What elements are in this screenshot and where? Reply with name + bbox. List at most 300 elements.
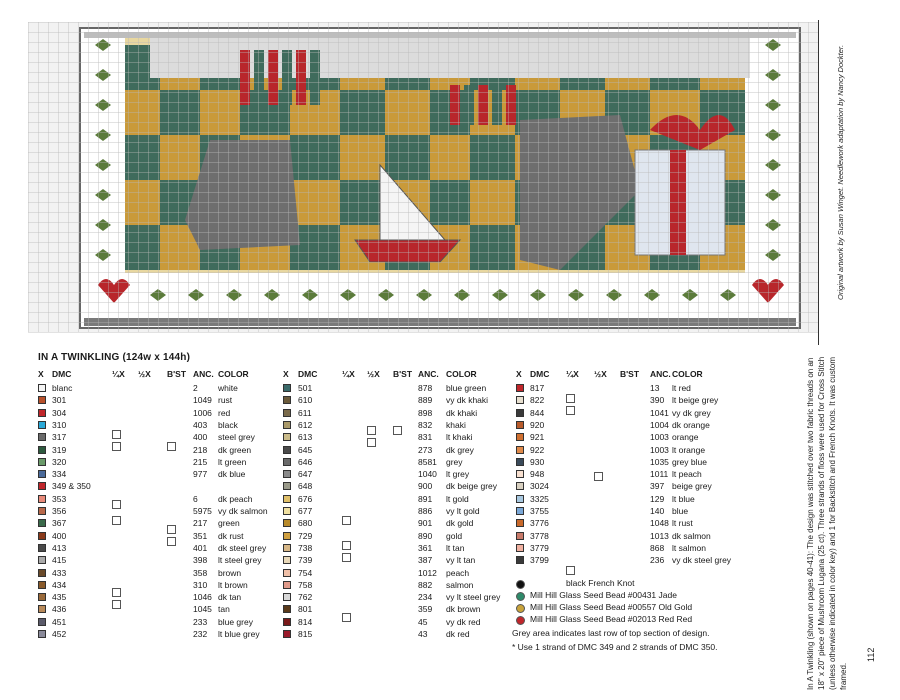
header-half: ½X <box>367 369 380 379</box>
color-name: tan <box>218 604 230 615</box>
header-x: X <box>283 369 289 379</box>
dmc-number: 801 <box>298 604 313 615</box>
color-name: vy dk red <box>446 616 481 627</box>
dmc-number: 3325 <box>530 493 549 504</box>
color-symbol <box>283 630 291 638</box>
anchor-number: 890 <box>418 530 433 541</box>
anchor-number: 1035 <box>650 456 669 467</box>
scarf-stripe <box>492 85 502 125</box>
color-symbol <box>516 421 524 429</box>
color-name: blue <box>672 506 689 516</box>
key-extra-note: Mill Hill Glass Seed Bead #00431 Jade <box>530 590 677 600</box>
anchor-number: 401 <box>193 542 208 553</box>
header-backstitch: B'ST <box>620 369 640 379</box>
scarf-stripe <box>478 85 488 125</box>
color-name: dk green <box>218 444 252 455</box>
header-anchor: ANC. <box>418 369 439 379</box>
header-x: X <box>516 369 522 379</box>
anchor-number: 1041 <box>650 407 669 418</box>
anchor-number: 1049 <box>193 395 212 406</box>
scarf-stripe <box>282 50 292 105</box>
anchor-number: 236 <box>650 555 665 566</box>
header-anchor: ANC. <box>650 369 671 379</box>
color-symbol <box>283 409 291 417</box>
color-name: vy lt tan <box>446 555 476 566</box>
anchor-number: 898 <box>418 407 433 418</box>
color-symbol <box>38 630 46 638</box>
stitch-marker <box>566 394 575 403</box>
stitch-marker <box>112 516 121 525</box>
color-symbol <box>516 519 524 527</box>
color-name: lt peach <box>672 469 702 480</box>
anchor-number: 129 <box>650 493 665 504</box>
quilt-square <box>385 135 430 180</box>
color-name: grey <box>446 456 463 467</box>
color-name: dk blue <box>218 469 246 480</box>
dmc-number: 645 <box>298 444 313 455</box>
color-name: lt steel grey <box>218 555 262 566</box>
dmc-number: 436 <box>52 604 67 615</box>
dmc-number: 3778 <box>530 530 549 541</box>
color-symbol <box>283 618 291 626</box>
dmc-number: 729 <box>298 530 313 541</box>
quilt-square <box>200 90 240 135</box>
bead-symbol <box>516 616 525 625</box>
color-symbol <box>38 519 46 527</box>
header-color: COLOR <box>446 369 477 379</box>
dmc-number: 301 <box>52 395 67 406</box>
header-half: ½X <box>138 369 151 379</box>
dmc-number: 356 <box>52 506 67 516</box>
color-name: grey blue <box>672 456 707 467</box>
dmc-number: 319 <box>52 444 67 455</box>
anchor-number: 398 <box>193 555 208 566</box>
color-name: dk brown <box>446 604 481 615</box>
design-notes: In A Twinkling (shown on pages 40-41): The design was stitched over two fabric threads on an 18" x 20" piece of Mushroom Lugana (25 ct). Three strands of floss were used for Cross Stitch (unless otherwise indicated in color key) and 1 for Backstitch and French Knots. It was custom framed. <box>806 356 848 690</box>
anchor-number: 310 <box>193 579 208 590</box>
anchor-number: 361 <box>418 542 433 553</box>
color-name: dk salmon <box>672 530 711 541</box>
dmc-number: blanc <box>52 383 73 393</box>
header-backstitch: B'ST <box>167 369 187 379</box>
color-name: green <box>218 518 240 529</box>
anchor-number: 1048 <box>650 518 669 529</box>
anchor-number: 351 <box>193 530 208 541</box>
anchor-number: 387 <box>418 555 433 566</box>
color-symbol <box>283 519 291 527</box>
color-name: dk orange <box>672 419 710 430</box>
artwork-credit: Original artwork by Susan Winget. Needlework adaptation by Nancy Dockter. <box>836 44 845 300</box>
color-name: dk khaki <box>446 407 478 418</box>
color-symbol <box>283 384 291 392</box>
dmc-number: 647 <box>298 469 313 480</box>
key-extra-note: Mill Hill Glass Seed Bead #00557 Old Gold <box>530 602 693 612</box>
color-symbol <box>283 556 291 564</box>
header-quarter: ¼X <box>566 369 579 379</box>
color-symbol <box>516 409 524 417</box>
dmc-number: 353 <box>52 493 67 504</box>
dmc-number: 451 <box>52 616 67 627</box>
anchor-number: 1040 <box>418 469 437 480</box>
anchor-number: 232 <box>193 629 208 639</box>
dmc-number: 611 <box>298 407 312 418</box>
quilt-square <box>125 135 160 180</box>
color-symbol <box>283 569 291 577</box>
color-name: vy dk steel grey <box>672 555 732 566</box>
color-name: brown <box>218 567 242 578</box>
dmc-number: 754 <box>298 567 313 578</box>
stitch-marker <box>112 600 121 609</box>
color-name: dk beige grey <box>446 481 498 492</box>
color-symbol <box>516 544 524 552</box>
color-symbol <box>516 446 524 454</box>
dmc-number: 501 <box>298 383 313 393</box>
color-name: salmon <box>446 579 474 590</box>
dmc-number: 814 <box>298 616 313 627</box>
dmc-number: 3024 <box>530 481 549 492</box>
color-symbol <box>38 532 46 540</box>
color-symbol <box>283 581 291 589</box>
color-symbol <box>516 532 524 540</box>
color-name: vy dk khaki <box>446 395 489 406</box>
color-name: rust <box>218 395 233 406</box>
dmc-number: 3755 <box>530 506 549 516</box>
color-symbol <box>38 605 46 613</box>
anchor-number: 886 <box>418 506 433 516</box>
color-name: white <box>218 383 238 393</box>
dmc-number: 677 <box>298 506 313 516</box>
bead-symbol <box>516 580 525 589</box>
header-dmc: DMC <box>52 369 72 379</box>
stitch-marker <box>342 553 351 562</box>
header-backstitch: B'ST <box>393 369 413 379</box>
color-name: lt brown <box>218 579 248 590</box>
dmc-number: 415 <box>52 555 67 566</box>
chart-graphic <box>0 0 900 345</box>
color-symbol <box>38 593 46 601</box>
stitch-marker <box>393 426 402 435</box>
scarf-stripe <box>310 50 320 105</box>
anchor-number: 217 <box>193 518 208 529</box>
color-name: dk gold <box>446 518 474 529</box>
dmc-number: 762 <box>298 592 313 603</box>
anchor-number: 45 <box>418 616 428 627</box>
scarf-stripe <box>506 85 516 125</box>
bead-symbol <box>516 592 525 601</box>
header-quarter: ¼X <box>342 369 355 379</box>
color-name: lt blue grey <box>218 629 260 639</box>
dmc-number: 822 <box>530 395 545 406</box>
anchor-number: 1013 <box>650 530 669 541</box>
stitch-marker <box>594 472 603 481</box>
color-symbol <box>38 396 46 404</box>
color-symbol <box>516 482 524 490</box>
anchor-number: 1004 <box>650 419 669 430</box>
quilt-square <box>125 180 160 225</box>
key-extra-note: Grey area indicates last row of top section of design. <box>512 628 710 638</box>
quilt-square <box>125 90 160 135</box>
color-symbol <box>38 433 46 441</box>
dmc-number: 739 <box>298 555 313 566</box>
stitch-marker <box>167 537 176 546</box>
top-border-band <box>84 32 796 38</box>
color-name: lt tan <box>446 542 465 553</box>
color-symbol <box>38 458 46 466</box>
header-dmc: DMC <box>298 369 318 379</box>
anchor-number: 882 <box>418 579 433 590</box>
color-symbol <box>38 384 46 392</box>
color-symbol <box>283 605 291 613</box>
anchor-number: 889 <box>418 395 433 406</box>
color-symbol <box>283 593 291 601</box>
color-name: dk tan <box>218 592 242 603</box>
stitch-marker <box>367 438 376 447</box>
color-name: orange <box>672 432 699 443</box>
color-name: lt salmon <box>672 542 707 553</box>
stitch-marker <box>566 566 575 575</box>
dmc-number: 3799 <box>530 555 549 566</box>
dmc-number: 738 <box>298 542 313 553</box>
anchor-number: 400 <box>193 432 208 443</box>
color-symbol <box>38 470 46 478</box>
color-symbol <box>38 556 46 564</box>
color-symbol <box>516 433 524 441</box>
color-name: dk steel grey <box>218 542 267 553</box>
dmc-number: 434 <box>52 579 67 590</box>
dmc-number: 452 <box>52 629 67 639</box>
color-name: lt khaki <box>446 432 473 443</box>
anchor-number: 218 <box>193 444 208 455</box>
stitch-marker <box>566 406 575 415</box>
color-symbol <box>283 544 291 552</box>
anchor-number: 2 <box>193 383 198 393</box>
anchor-number: 6 <box>193 493 198 504</box>
color-symbol <box>516 556 524 564</box>
dmc-number: 413 <box>52 542 67 553</box>
chart-right-rule <box>818 20 819 345</box>
dmc-number: 921 <box>530 432 545 443</box>
color-name: lt gold <box>446 493 469 504</box>
color-name: vy dk salmon <box>218 506 268 516</box>
color-symbol <box>38 507 46 515</box>
dmc-number: 680 <box>298 518 313 529</box>
page-number: 112 <box>866 647 876 662</box>
anchor-number: 13 <box>650 383 660 393</box>
color-symbol <box>516 458 524 466</box>
stitch-marker <box>342 516 351 525</box>
header-quarter: ¼X <box>112 369 125 379</box>
quilt-square <box>160 90 200 135</box>
cross-stitch-chart <box>0 0 900 345</box>
color-name: dk red <box>446 629 470 639</box>
dmc-number: 349 & 350 <box>52 481 91 492</box>
color-name: lt blue <box>672 493 695 504</box>
quilt-square <box>125 225 160 270</box>
dmc-number: 334 <box>52 469 67 480</box>
color-name: lt orange <box>672 444 706 455</box>
scarf-stripe <box>296 50 306 105</box>
stitch-marker <box>342 541 351 550</box>
quilt-square <box>430 135 470 180</box>
color-symbol <box>38 421 46 429</box>
dmc-number: 676 <box>298 493 313 504</box>
anchor-number: 1045 <box>193 604 212 615</box>
dmc-number: 310 <box>52 419 67 430</box>
anchor-number: 1011 <box>650 469 669 480</box>
color-symbol <box>38 495 46 503</box>
color-name: blue green <box>446 383 487 393</box>
anchor-number: 891 <box>418 493 433 504</box>
anchor-number: 390 <box>650 395 665 406</box>
anchor-number: 8581 <box>418 456 437 467</box>
dmc-number: 433 <box>52 567 67 578</box>
dmc-number: 610 <box>298 395 313 406</box>
anchor-number: 5975 <box>193 506 212 516</box>
anchor-number: 977 <box>193 469 208 480</box>
quilt-square <box>160 135 200 180</box>
anchor-number: 215 <box>193 456 208 467</box>
stitch-marker <box>112 442 121 451</box>
color-name: lt rust <box>672 518 693 529</box>
dmc-number: 3779 <box>530 542 549 553</box>
stitch-marker <box>167 442 176 451</box>
color-symbol <box>283 470 291 478</box>
color-name: vy lt steel grey <box>446 592 501 603</box>
color-symbol <box>38 618 46 626</box>
scarf-stripe <box>240 50 250 105</box>
dmc-number: 367 <box>52 518 67 529</box>
color-symbol <box>516 384 524 392</box>
stitch-marker <box>342 613 351 622</box>
color-symbol <box>516 396 524 404</box>
stitch-marker <box>367 426 376 435</box>
bead-symbol <box>516 604 525 613</box>
anchor-number: 358 <box>193 567 208 578</box>
color-symbol <box>38 544 46 552</box>
dmc-number: 920 <box>530 419 545 430</box>
anchor-number: 43 <box>418 629 428 639</box>
key-extra-note: Mill Hill Glass Seed Bead #02013 Red Red <box>530 614 693 624</box>
dmc-number: 922 <box>530 444 545 455</box>
color-symbol <box>283 495 291 503</box>
anchor-number: 273 <box>418 444 433 455</box>
dmc-number: 304 <box>52 407 67 418</box>
anchor-number: 1003 <box>650 432 669 443</box>
color-name: black <box>218 419 238 430</box>
anchor-number: 359 <box>418 604 433 615</box>
header-anchor: ANC. <box>193 369 214 379</box>
key-extra-note: * Use 1 strand of DMC 349 and 2 strands of DMC 350. <box>512 642 718 652</box>
key-extra-note: black French Knot <box>566 578 635 588</box>
color-symbol <box>283 507 291 515</box>
anchor-number: 1012 <box>418 567 437 578</box>
anchor-number: 233 <box>193 616 208 627</box>
color-name: lt red <box>672 383 691 393</box>
dmc-number: 646 <box>298 456 313 467</box>
color-name: lt green <box>218 456 247 467</box>
anchor-number: 900 <box>418 481 433 492</box>
color-symbol <box>38 581 46 589</box>
scarf-stripe <box>268 50 278 105</box>
stitch-marker <box>112 430 121 439</box>
color-symbol <box>283 396 291 404</box>
stitch-marker <box>167 525 176 534</box>
dmc-number: 3776 <box>530 518 549 529</box>
color-symbol <box>516 470 524 478</box>
dmc-number: 817 <box>530 383 545 393</box>
anchor-number: 1006 <box>193 407 212 418</box>
color-symbol <box>38 569 46 577</box>
dmc-number: 648 <box>298 481 313 492</box>
quilt-square <box>385 90 430 135</box>
anchor-number: 831 <box>418 432 433 443</box>
dmc-number: 317 <box>52 432 67 443</box>
color-symbol <box>38 446 46 454</box>
anchor-number: 140 <box>650 506 665 516</box>
color-symbol <box>283 446 291 454</box>
dmc-number: 613 <box>298 432 313 443</box>
quilt-square <box>290 135 340 180</box>
dmc-number: 320 <box>52 456 67 467</box>
color-symbol <box>283 532 291 540</box>
color-symbol <box>283 458 291 466</box>
anchor-number: 868 <box>650 542 665 553</box>
anchor-number: 403 <box>193 419 208 430</box>
dmc-number: 612 <box>298 419 313 430</box>
color-name: lt beige grey <box>672 395 719 406</box>
color-name: dk rust <box>218 530 244 541</box>
anchor-number: 878 <box>418 383 433 393</box>
color-symbol <box>283 482 291 490</box>
anchor-number: 1003 <box>650 444 669 455</box>
color-symbol <box>283 421 291 429</box>
dmc-number: 435 <box>52 592 67 603</box>
color-symbol <box>516 507 524 515</box>
stitch-marker <box>112 500 121 509</box>
anchor-number: 397 <box>650 481 665 492</box>
color-symbol <box>516 495 524 503</box>
color-name: vy lt gold <box>446 506 480 516</box>
color-name: peach <box>446 567 470 578</box>
color-symbol <box>283 433 291 441</box>
color-name: vy dk grey <box>672 407 711 418</box>
header-half: ½X <box>594 369 607 379</box>
dmc-number: 930 <box>530 456 545 467</box>
color-name: steel grey <box>218 432 255 443</box>
color-name: beige grey <box>672 481 712 492</box>
header-color: COLOR <box>218 369 249 379</box>
quilt-square <box>290 180 340 225</box>
dmc-number: 844 <box>530 407 545 418</box>
color-symbol <box>38 482 46 490</box>
anchor-number: 234 <box>418 592 433 603</box>
key-title: IN A TWINKLING (124w x 144h) <box>38 352 191 363</box>
color-name: lt grey <box>446 469 470 480</box>
anchor-number: 1046 <box>193 592 212 603</box>
stitch-marker <box>112 588 121 597</box>
color-name: red <box>218 407 231 418</box>
scarf-stripe <box>464 85 474 125</box>
color-symbol <box>38 409 46 417</box>
header-dmc: DMC <box>530 369 550 379</box>
color-name: blue grey <box>218 616 253 627</box>
dmc-number: 815 <box>298 629 313 639</box>
header-color: COLOR <box>672 369 703 379</box>
anchor-number: 901 <box>418 518 433 529</box>
quilt-square <box>430 180 470 225</box>
dmc-number: 948 <box>530 469 545 480</box>
anchor-number: 832 <box>418 419 433 430</box>
